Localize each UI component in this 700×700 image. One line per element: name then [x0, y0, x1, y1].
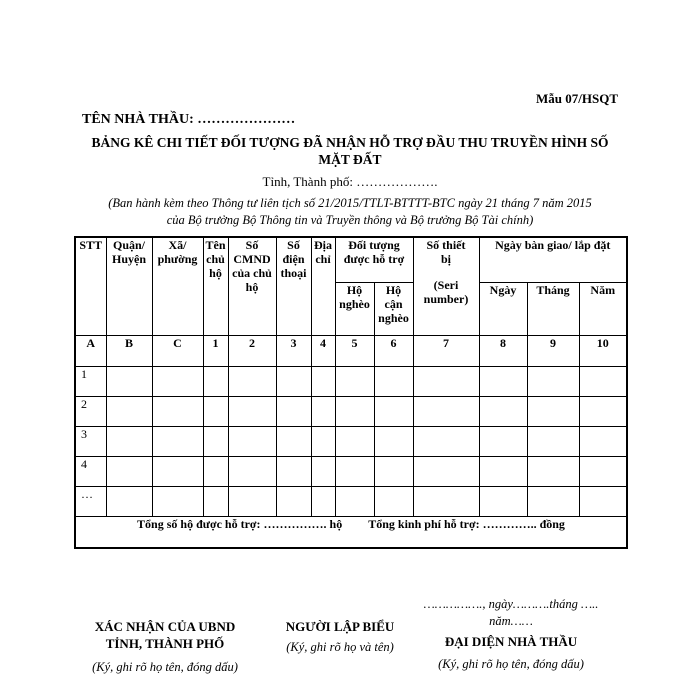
header-owner-name: Tên chủ hộ: [203, 237, 228, 336]
table-cell[interactable]: [374, 457, 413, 487]
date-line: [406, 596, 616, 630]
row-number: 4: [75, 457, 106, 487]
table-cell[interactable]: [374, 487, 413, 517]
table-cell[interactable]: [579, 487, 627, 517]
column-code: 1: [203, 336, 228, 367]
column-code: A: [75, 336, 106, 367]
table-cell[interactable]: [152, 487, 203, 517]
column-code: 2: [228, 336, 276, 367]
row-number: …: [75, 487, 106, 517]
header-id-number: Số CMND của chủ hộ: [228, 237, 276, 336]
table-cell[interactable]: [228, 457, 276, 487]
title-line-2: MẶT ĐẤT: [318, 152, 382, 167]
table-row: [75, 487, 627, 517]
column-code: B: [106, 336, 152, 367]
table-cell[interactable]: [479, 427, 527, 457]
header-beneficiary-type: Đối tượng được hỗ trợ: [335, 237, 413, 283]
table-cell[interactable]: [203, 427, 228, 457]
table-cell[interactable]: [479, 397, 527, 427]
column-code: 9: [527, 336, 579, 367]
issuance-note-line-2: của Bộ trưởng Bộ Thông tin và Truyền thông và Bộ trưởng Bộ Tài chính): [166, 213, 534, 227]
date-line-2: năm……: [489, 614, 533, 628]
table-cell[interactable]: [228, 367, 276, 397]
row-number: 2: [75, 397, 106, 427]
row-number: 3: [75, 427, 106, 457]
signature-block-preparer: [255, 618, 425, 655]
province-signature-note: (Ký, ghi rõ họ tên, đóng dấu): [92, 660, 238, 674]
header-phone: Số điện thoại: [276, 237, 311, 336]
table-cell[interactable]: [527, 487, 579, 517]
province-confirmation-title: XÁC NHẬN CỦA UBND TỈNH, THÀNH PHỐ: [94, 619, 236, 651]
header-district: Quận/ Huyện: [106, 237, 152, 336]
contractor-name-line: TÊN NHÀ THẦU: …………………: [82, 112, 296, 127]
table-cell[interactable]: [203, 397, 228, 427]
signature-block-contractor: [406, 633, 616, 672]
table-cell[interactable]: [527, 427, 579, 457]
column-code: 7: [413, 336, 479, 367]
table-cell[interactable]: [228, 487, 276, 517]
table-cell[interactable]: [374, 427, 413, 457]
issuance-note-line-1: (Ban hành kèm theo Thông tư liên tịch số 21/2015/TTLT-BTTTT-BTC ngày 21 tháng 7 năm 2015: [108, 196, 592, 210]
table-cell[interactable]: [106, 397, 152, 427]
table-cell[interactable]: [106, 427, 152, 457]
table-cell[interactable]: [579, 367, 627, 397]
header-year: Năm: [579, 283, 627, 336]
table-cell[interactable]: [579, 397, 627, 427]
totals-row: [75, 517, 627, 549]
title-line-1: BẢNG KÊ CHI TIẾT ĐỐI TƯỢNG ĐÃ NHẬN HỖ TRỢ ĐẦU THU TRUYỀN HÌNH SỐ: [91, 135, 609, 150]
table-cell[interactable]: [413, 427, 479, 457]
table-cell[interactable]: [203, 367, 228, 397]
totals-cell: [75, 517, 627, 549]
table-cell[interactable]: [479, 367, 527, 397]
header-address: Địa chỉ: [311, 237, 335, 336]
table-cell[interactable]: [413, 487, 479, 517]
table-cell[interactable]: [527, 397, 579, 427]
table-cell[interactable]: [228, 397, 276, 427]
table-cell[interactable]: [106, 487, 152, 517]
header-ward: Xã/ phường: [152, 237, 203, 336]
table-cell[interactable]: [228, 427, 276, 457]
table-cell[interactable]: [276, 487, 311, 517]
table-cell[interactable]: [311, 397, 335, 427]
table-cell[interactable]: [311, 457, 335, 487]
table-cell[interactable]: [335, 397, 374, 427]
preparer-title: NGƯỜI LẬP BIỂU: [285, 619, 395, 634]
table-cell[interactable]: [335, 457, 374, 487]
table-row: [75, 457, 627, 487]
table-cell[interactable]: [413, 457, 479, 487]
table-cell[interactable]: [106, 367, 152, 397]
column-code: 6: [374, 336, 413, 367]
table-cell[interactable]: [527, 457, 579, 487]
table-cell[interactable]: [579, 457, 627, 487]
table-cell[interactable]: [479, 487, 527, 517]
column-code: 4: [311, 336, 335, 367]
beneficiary-table: [74, 236, 628, 549]
table-cell[interactable]: [106, 457, 152, 487]
table-cell[interactable]: [203, 457, 228, 487]
date-line-1: ……………., ngày……….tháng …..: [423, 597, 599, 611]
table-cell[interactable]: [335, 427, 374, 457]
table-cell[interactable]: [311, 487, 335, 517]
column-code: 10: [579, 336, 627, 367]
issuance-note: [70, 195, 630, 229]
header-day: Ngày: [479, 283, 527, 336]
table-cell[interactable]: [311, 427, 335, 457]
header-near-poor-household: Hộ cận nghèo: [374, 283, 413, 336]
contractor-representative-title: ĐẠI DIỆN NHÀ THẦU: [444, 634, 578, 649]
header-device-serial: Số thiết bị (Seri number): [413, 237, 479, 336]
table-cell[interactable]: [203, 487, 228, 517]
row-number: 1: [75, 367, 106, 397]
table-cell[interactable]: [152, 457, 203, 487]
table-cell[interactable]: [374, 397, 413, 427]
header-handover-date: Ngày bàn giao/ lắp đặt: [479, 237, 627, 283]
form-code: Mẫu 07/HSQT: [536, 91, 618, 106]
table-cell[interactable]: [335, 487, 374, 517]
table-cell[interactable]: [374, 367, 413, 397]
column-code: 5: [335, 336, 374, 367]
table-cell[interactable]: [152, 427, 203, 457]
column-code: C: [152, 336, 203, 367]
signature-block-province: [60, 618, 270, 675]
header-stt: STT: [75, 237, 106, 336]
table-cell[interactable]: [152, 397, 203, 427]
table-cell[interactable]: [276, 457, 311, 487]
table-cell[interactable]: [579, 427, 627, 457]
column-code: 3: [276, 336, 311, 367]
table-row: [75, 427, 627, 457]
table-cell[interactable]: [276, 397, 311, 427]
table-cell[interactable]: [311, 367, 335, 397]
table-row: [75, 367, 627, 397]
document-title: [70, 134, 630, 168]
table-cell[interactable]: [413, 367, 479, 397]
column-code: 8: [479, 336, 527, 367]
table-cell[interactable]: [276, 427, 311, 457]
total-households: Tổng số hộ được hỗ trợ: ……………. hộ: [137, 517, 343, 531]
header-month: Tháng: [527, 283, 579, 336]
table-cell[interactable]: [276, 367, 311, 397]
table-cell[interactable]: [413, 397, 479, 427]
table-cell[interactable]: [479, 457, 527, 487]
contractor-signature-note: (Ký, ghi rõ họ tên, đóng dấu): [438, 657, 584, 671]
column-code-row: [75, 336, 627, 367]
table-cell[interactable]: [527, 367, 579, 397]
header-poor-household: Hộ nghèo: [335, 283, 374, 336]
province-line: Tỉnh, Thành phố: ……………….: [262, 174, 438, 189]
table-cell[interactable]: [152, 367, 203, 397]
preparer-signature-note: (Ký, ghi rõ họ và tên): [286, 640, 394, 654]
table-row: [75, 397, 627, 427]
total-cost: Tổng kinh phí hỗ trợ: ………….. đồng: [368, 517, 565, 531]
table-cell[interactable]: [335, 367, 374, 397]
